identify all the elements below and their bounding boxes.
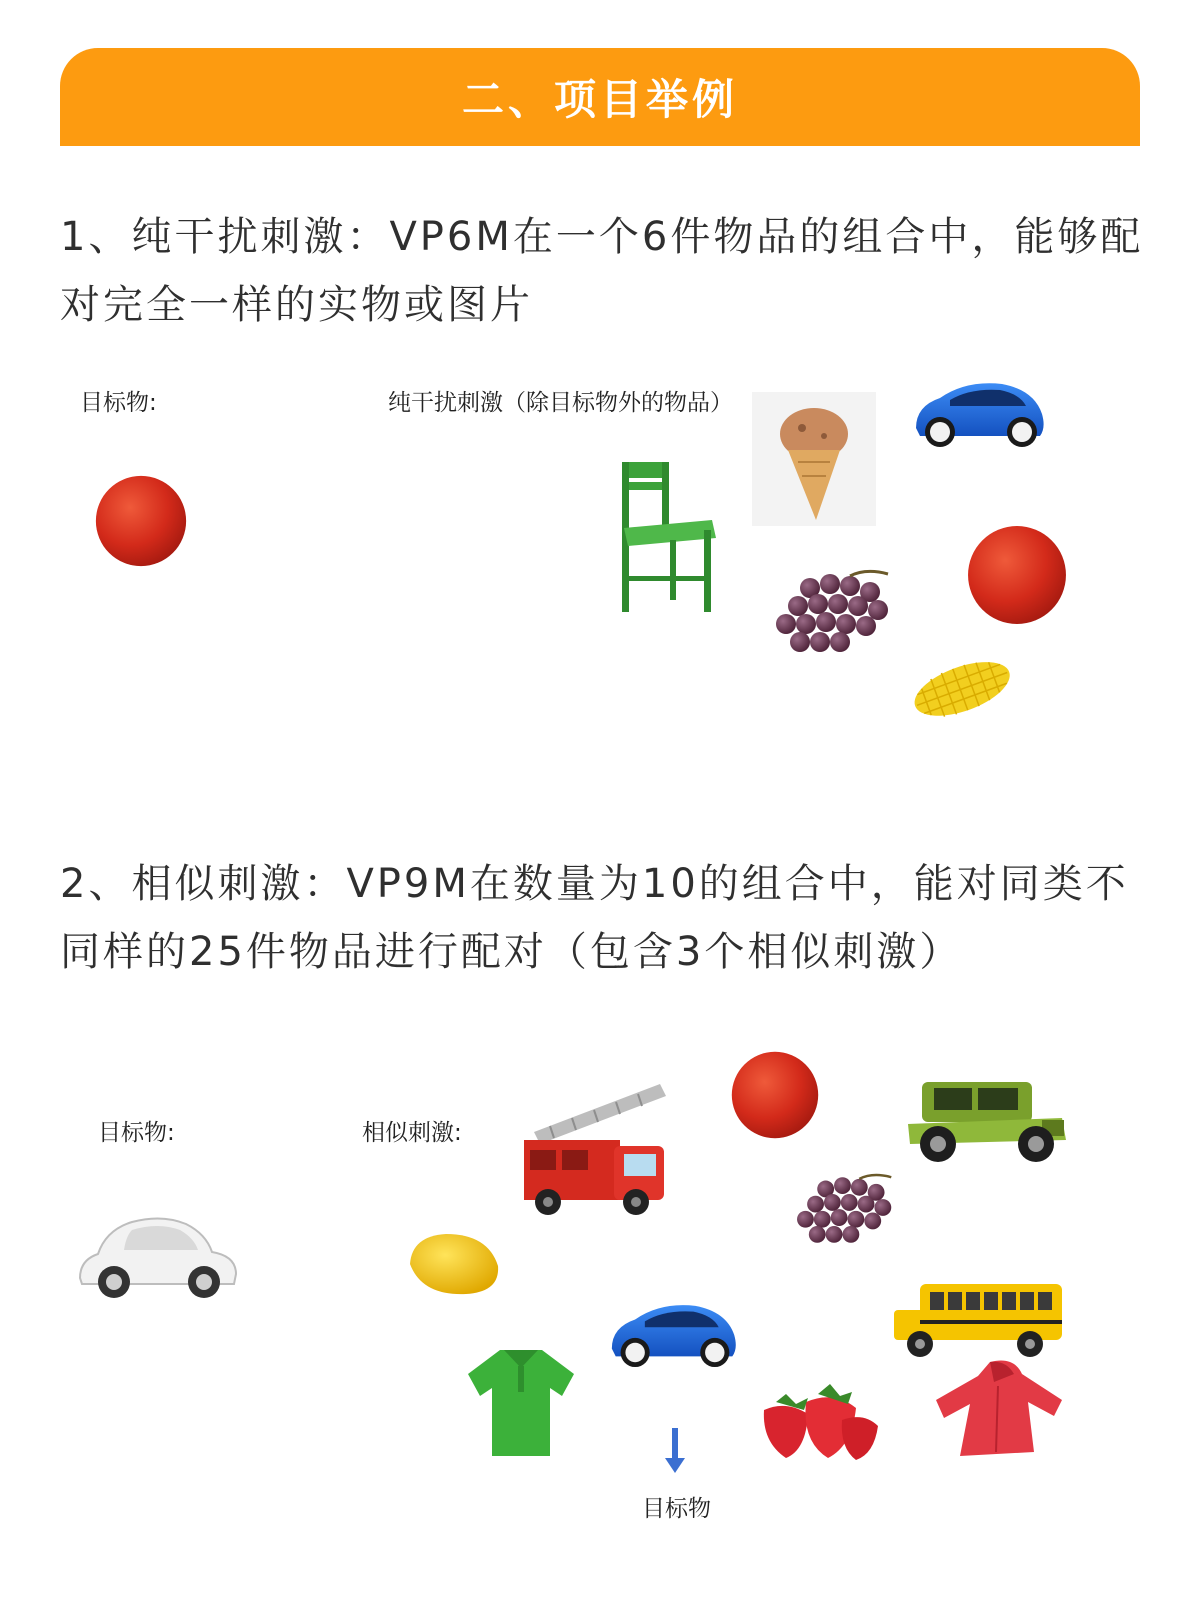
fire-truck-icon: [520, 1080, 670, 1220]
red-ball-icon: [730, 1050, 820, 1140]
section2-description: 2、相似刺激：VP9M在数量为10的组合中，能对同类不同样的25件物品进行配对（包含3个相似刺激）: [60, 861, 1129, 975]
section2-similar-label: 相似刺激:: [362, 1120, 462, 1146]
white-beetle-car-icon: [76, 1210, 240, 1304]
arrow-target-label: 目标物: [642, 1496, 711, 1522]
red-raincoat-icon: [930, 1356, 1072, 1460]
strawberries-icon: [756, 1380, 882, 1462]
school-bus-icon: [890, 1280, 1066, 1362]
ice-cream-icon: [752, 392, 876, 526]
grapes-icon: [792, 1170, 898, 1250]
corn-icon: [904, 652, 1014, 726]
section1-distractor-label: 纯干扰刺激（除目标物外的物品）: [388, 390, 733, 416]
jeep-icon: [902, 1074, 1072, 1166]
red-ball-icon: [964, 524, 1070, 626]
green-shirt-icon: [464, 1344, 578, 1460]
section1-description: 1、纯干扰刺激：VP6M在一个6件物品的组合中，能够配对完全一样的实物或图片: [60, 214, 1144, 328]
grapes-icon: [770, 566, 896, 660]
red-ball-icon: [94, 474, 188, 568]
section-header-banner: [60, 48, 1140, 146]
blue-toy-car-icon: [606, 1298, 742, 1372]
mango-icon: [402, 1230, 502, 1298]
down-arrow-icon: [664, 1428, 686, 1474]
section1-target-label: 目标物:: [80, 390, 157, 416]
section2-target-label: 目标物:: [98, 1120, 175, 1146]
section-title: 二、项目举例: [461, 75, 738, 124]
green-chair-icon: [612, 458, 718, 616]
blue-toy-car-icon: [910, 376, 1050, 452]
